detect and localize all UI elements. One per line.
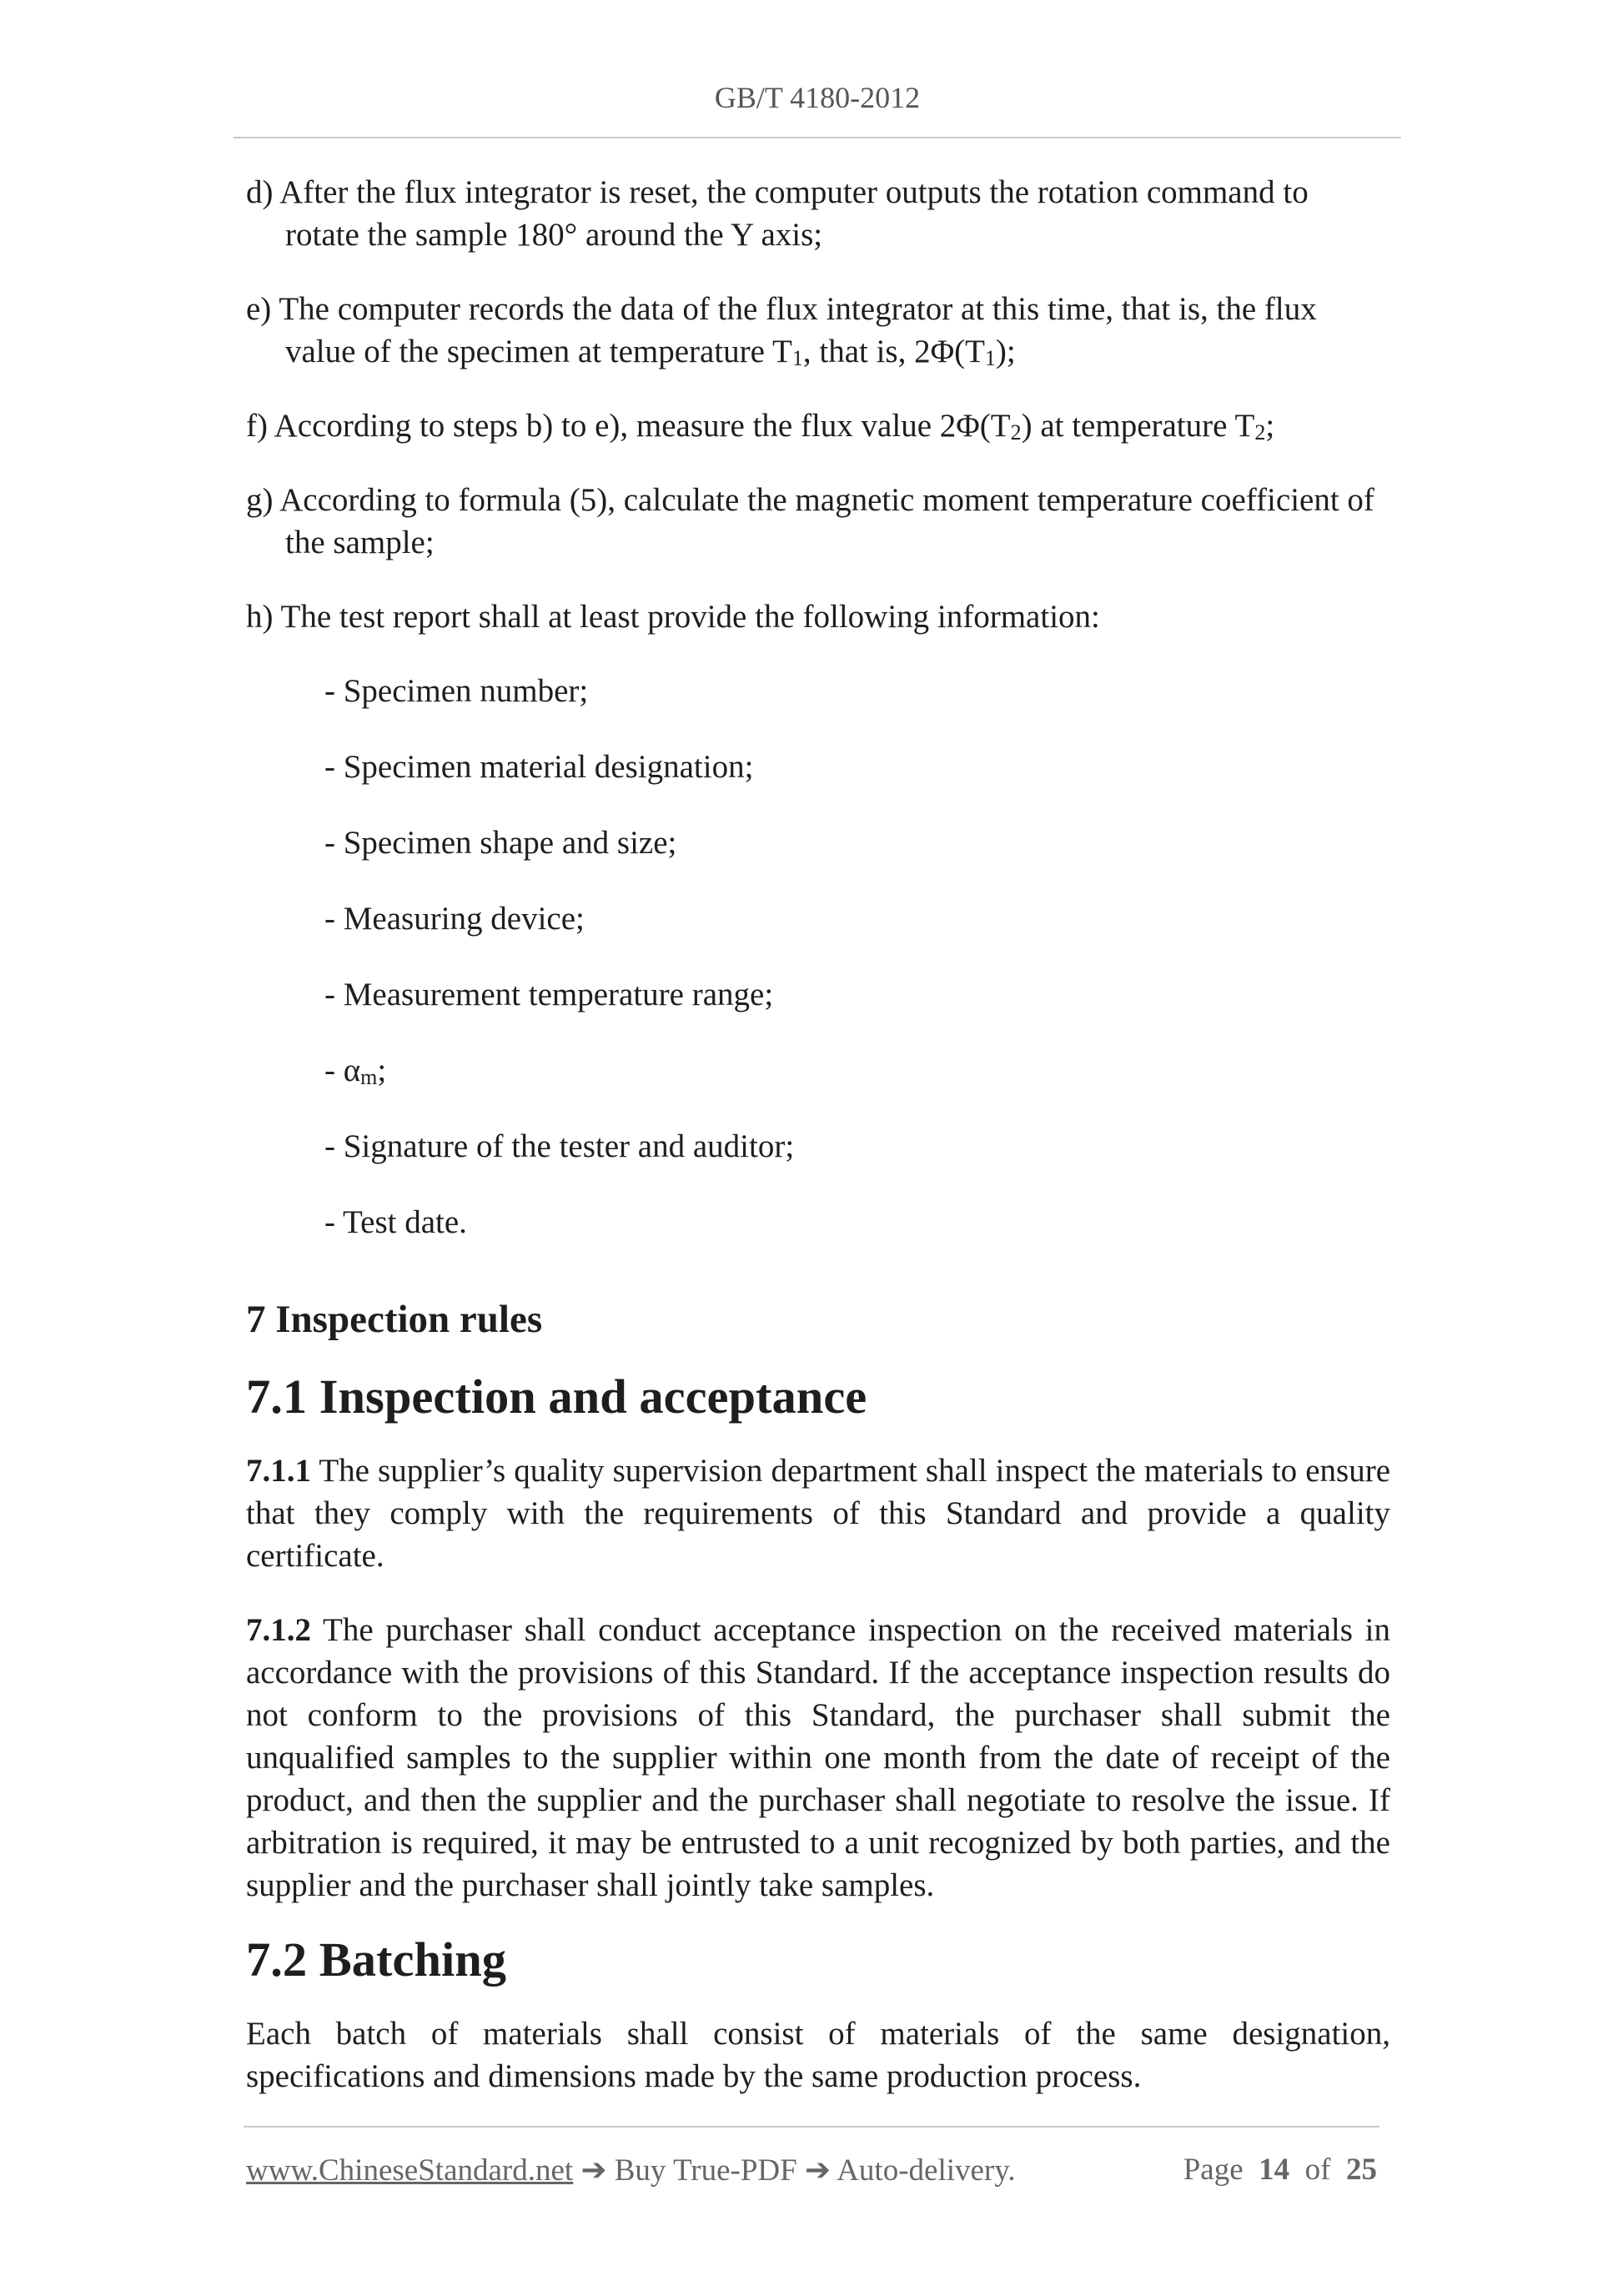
step-label: g) xyxy=(246,482,274,518)
footer-divider xyxy=(244,2126,1379,2128)
subscript: m xyxy=(360,1065,378,1089)
footer-promo xyxy=(246,2152,1016,2188)
step-text: ; xyxy=(1265,408,1275,444)
buy-pdf-text: Buy True-PDF xyxy=(614,2153,797,2188)
clause-text: Each batch of materials shall consist of materials of the same designation, specifications and dimensions made by the same production process. xyxy=(246,2016,1390,2094)
paragraph-7-1-2 xyxy=(246,1609,1390,1907)
subscript: 1 xyxy=(791,346,803,370)
step-d xyxy=(246,171,1390,256)
clause-number: 7.1.2 xyxy=(246,1612,311,1648)
subscript: 2 xyxy=(1010,420,1022,445)
arrow-icon: ➔ xyxy=(804,2153,831,2188)
step-label: e) xyxy=(246,291,272,327)
subsection-heading-inspection-acceptance: 7.1 Inspection and acceptance xyxy=(246,1369,867,1424)
report-item-shape-size: - Specimen shape and size; xyxy=(324,825,677,861)
alpha-symbol: - α xyxy=(324,1053,361,1088)
step-e xyxy=(246,288,1390,373)
total-pages: 25 xyxy=(1346,2153,1377,2187)
step-h xyxy=(246,595,1390,638)
page-body xyxy=(246,171,1390,2129)
step-label: f) xyxy=(246,408,268,444)
website-link[interactable]: www.ChineseStandard.net xyxy=(246,2153,574,2188)
arrow-icon: ➔ xyxy=(580,2153,607,2188)
step-text: The computer records the data of the flux integrator at this time, that is, the flux value of the specimen at temperature T xyxy=(279,291,1317,369)
subsection-heading-batching: 7.2 Batching xyxy=(246,1932,507,1987)
step-f xyxy=(246,404,1390,447)
report-item-test-date: - Test date. xyxy=(324,1204,467,1240)
report-item-signature: - Signature of the tester and auditor; xyxy=(324,1128,795,1164)
step-text: ) at temperature T xyxy=(1021,408,1255,444)
step-text: According to steps b) to e), measure the flux value 2Φ(T xyxy=(274,408,1011,444)
clause-text: The purchaser shall conduct acceptance inspection on the received materials in accordance with the provisions of this Standard. If the acceptance inspection results do not conform to the provisions of this Standard, the purchaser shall submit the unqualified samples to the supplier within one month from the date of receipt of the product, and then the supplier and the purchaser shall negotiate to resolve the issue. If arbitration is required, it may be entrusted to a unit recognized by both parties, and the supplier and the purchaser shall jointly take samples. xyxy=(246,1612,1390,1903)
step-text: , that is, 2Φ(T xyxy=(802,334,985,369)
step-g xyxy=(246,479,1390,564)
clause-number: 7.1.1 xyxy=(246,1453,311,1489)
section-heading-inspection-rules: 7 Inspection rules xyxy=(246,1298,543,1341)
report-item-alpha-m xyxy=(246,1049,1390,1092)
header-divider xyxy=(234,137,1401,138)
paragraph-7-1-1 xyxy=(246,1449,1390,1577)
report-item-measuring-device: - Measuring device; xyxy=(324,901,585,937)
report-item-material-designation: - Specimen material designation; xyxy=(324,749,754,785)
document-header: GB/T 4180-2012 xyxy=(714,81,921,114)
paragraph-7-2 xyxy=(246,2012,1390,2098)
step-text: After the flux integrator is reset, the computer outputs the rotation command to rotate the sample 180° around the Y axis; xyxy=(279,174,1309,253)
step-text: ); xyxy=(995,334,1016,369)
auto-delivery-text: Auto-delivery. xyxy=(837,2153,1016,2188)
step-text: The test report shall at least provide the following information: xyxy=(280,599,1100,635)
step-label: h) xyxy=(246,599,274,635)
item-suffix: ; xyxy=(377,1053,387,1088)
report-item-temperature-range: - Measurement temperature range; xyxy=(324,977,774,1012)
page-indicator xyxy=(1183,2152,1377,2188)
subscript: 2 xyxy=(1254,420,1266,445)
step-text: According to formula (5), calculate the magnetic moment temperature coefficient of the sample; xyxy=(279,482,1374,560)
page-number: 14 xyxy=(1259,2153,1290,2187)
clause-text: The supplier’s quality supervision department shall inspect the materials to ensure that they comply with the requirements of this Standard and provide a quality certificate. xyxy=(246,1453,1391,1574)
page-label: Page xyxy=(1183,2153,1244,2187)
subscript: 1 xyxy=(984,346,996,370)
step-label: d) xyxy=(246,174,274,210)
report-item-specimen-number: - Specimen number; xyxy=(324,673,589,709)
of-label: of xyxy=(1304,2153,1331,2187)
